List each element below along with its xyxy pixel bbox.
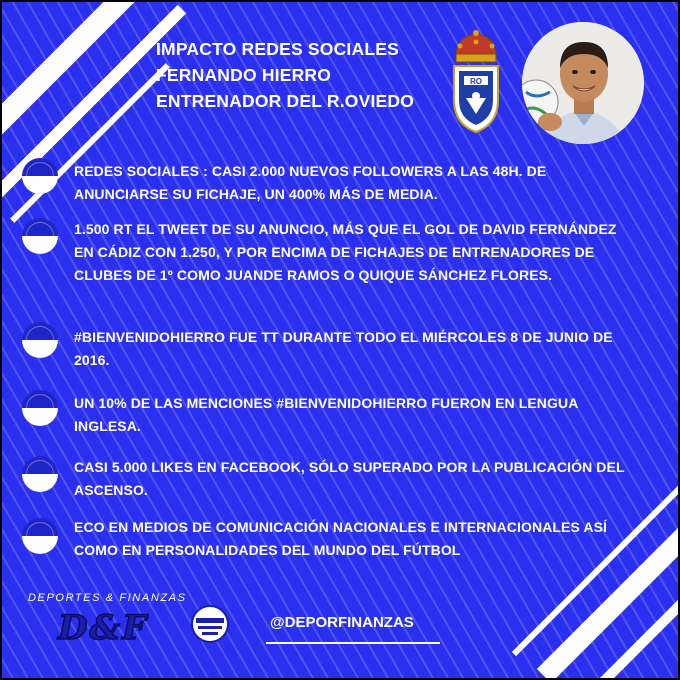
coach-photo — [522, 22, 644, 144]
title-line-2: FERNANDO HIERRO — [156, 65, 332, 85]
bullet-icon — [22, 158, 58, 194]
brand-logo — [28, 592, 187, 648]
bullet-icon — [22, 218, 58, 254]
brand-monogram: D&F — [58, 608, 149, 648]
list-item-text: CASI 5.000 LIKES EN FACEBOOK, SÓLO SUPERADO POR LA PUBLICACIÓN DEL ASCENSO. — [74, 459, 625, 498]
brand-name: DEPORTES & FINANZAS — [28, 592, 187, 604]
bullet-icon — [22, 390, 58, 426]
bullet-icon — [22, 518, 58, 554]
list-item-text: UN 10% DE LAS MENCIONES #BIENVENIDOHIERRO FUERON EN LENGUA INGLESA. — [74, 395, 578, 434]
crest-text: RO — [470, 77, 482, 86]
page-title — [156, 36, 446, 114]
bullet-icon — [22, 456, 58, 492]
brand-badge-icon — [190, 604, 230, 644]
bullet-icon — [22, 322, 58, 358]
list-item-text: 1.500 RT EL TWEET DE SU ANUNCIO, MÁS QUE EL GOL DE DAVID FERNÁNDEZ EN CÁDIZ CON 1.250, Y POR ENCIMA DE FICHAJES DE ENTRENADORES DE CLUBES DE 1º COMO JUANDE RAMOS O QUIQUE SÁNCHEZ FLORES. — [74, 221, 617, 283]
list-item-text: #BIENVENIDOHIERRO FUE TT DURANTE TODO EL MIÉRCOLES 8 DE JUNIO DE 2016. — [74, 329, 613, 368]
real-oviedo-crest-icon — [448, 28, 504, 136]
twitter-handle: @DEPORFINANZAS — [270, 614, 414, 631]
title-line-3: ENTRENADOR DEL R.OVIEDO — [156, 91, 415, 111]
stripe — [0, 0, 150, 171]
handle-underline — [266, 642, 440, 644]
title-line-1: IMPACTO REDES SOCIALES — [156, 39, 399, 59]
list-item-text: REDES SOCIALES : CASI 2.000 NUEVOS FOLLOWERS A LAS 48H. DE ANUNCIARSE SU FICHAJE, UN 400% MÁS DE MEDIA. — [74, 163, 547, 202]
list-item-text: ECO EN MEDIOS DE COMUNICACIÓN NACIONALES E INTERNACIONALES ASÍ COMO EN PERSONALIDADES DEL MUNDO DEL FÚTBOL — [74, 519, 608, 558]
coach-portrait-icon — [522, 22, 644, 144]
